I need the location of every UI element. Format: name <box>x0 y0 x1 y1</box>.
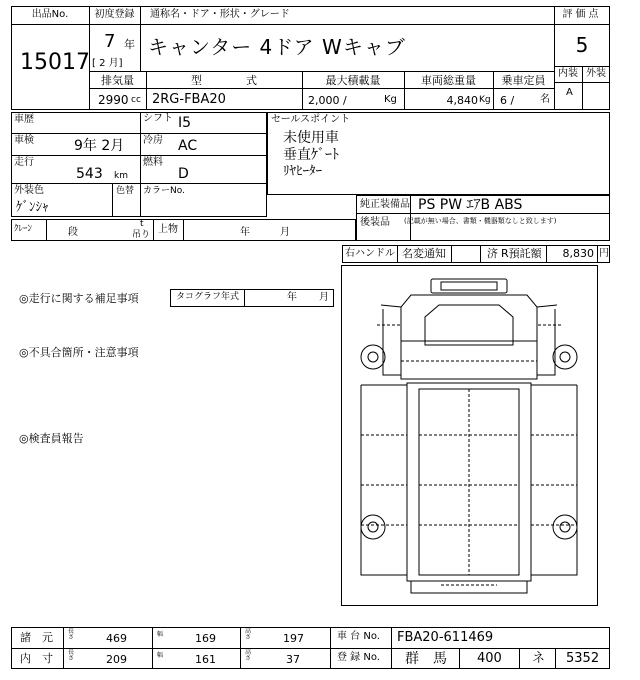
height-label: 高さ <box>244 628 251 641</box>
lot-no-label: 出品No. <box>31 9 69 20</box>
divider <box>391 627 392 669</box>
registration-region: 群 馬 <box>405 651 447 667</box>
details-frame <box>11 112 267 217</box>
divider <box>330 627 331 669</box>
inspection-value: 9年 2月 <box>74 138 125 154</box>
interior-grade: A <box>566 87 573 98</box>
shift-label: シフト <box>143 113 173 124</box>
divider <box>89 71 554 72</box>
chassis-number: FBA20-611469 <box>397 630 494 645</box>
color-change-label: 色替 <box>116 186 135 196</box>
upper-label: 上物 <box>158 224 178 235</box>
mileage-label: 走行 <box>14 157 34 168</box>
spec-row-label: 諸 元 <box>20 631 53 644</box>
divider <box>397 245 398 263</box>
width-label: 幅 <box>156 652 163 659</box>
fuel-value: D <box>178 166 189 182</box>
inspection-label: 車検 <box>14 135 34 146</box>
score-label: 評価点 <box>562 9 602 20</box>
divider <box>11 183 267 184</box>
registration-number: 5352 <box>566 651 600 666</box>
genuine-equipment-value: PS PW ｴｱB ABS <box>418 197 523 213</box>
registration-label: 登 録 No. <box>337 652 380 663</box>
truck-diagram <box>341 265 598 606</box>
divider <box>11 648 610 649</box>
divider <box>183 219 184 241</box>
running-notes-label: ◎走行に関する補足事項 <box>19 292 139 305</box>
capacity-value: 6 / <box>500 94 515 107</box>
chassis-label: 車 台 No. <box>337 631 380 642</box>
divider <box>356 213 610 214</box>
name-change-label: 名変通知 <box>402 247 446 260</box>
aftermarket-label: 後装品 <box>360 217 390 228</box>
divider <box>555 648 556 669</box>
name-change-box <box>451 245 481 263</box>
height-label: 高さ <box>244 649 251 662</box>
aircon-label: 冷房 <box>143 135 163 146</box>
aftermarket-note: (記載が無い場合、書類・機器類なしと致します) <box>404 217 557 225</box>
divider <box>11 24 610 25</box>
divider <box>140 6 141 71</box>
history-label: 車歴 <box>14 114 34 125</box>
divider <box>140 112 141 183</box>
model-code: 2RG-FBA20 <box>152 92 226 107</box>
defects-label: ◎不具合箇所・注意事項 <box>19 346 139 359</box>
inner-row-label: 内 寸 <box>20 652 53 665</box>
tachograph-label: タコグラフ年式 <box>176 292 240 302</box>
registration-class: 400 <box>477 651 502 666</box>
interior-label: 内装 <box>558 68 578 79</box>
width-label: 幅 <box>156 631 163 638</box>
model-name: キャンター 4ドア Wキャブ <box>148 35 406 59</box>
upper-year-unit: 年 <box>240 227 250 238</box>
divider <box>240 627 241 669</box>
displacement-value: 2990 <box>98 93 129 107</box>
reg-year-unit: 年 <box>124 38 135 51</box>
spec-length: 469 <box>106 632 127 645</box>
recycle-label: R預託額 <box>501 247 542 260</box>
genuine-equipment-label: 純正装備品 <box>360 199 410 210</box>
recycle-amount: 8,830 <box>562 247 594 260</box>
inner-width: 161 <box>195 653 216 666</box>
exterior-label: 外装 <box>586 68 606 79</box>
inner-height: 37 <box>286 653 300 666</box>
recycle-unit: 円 <box>599 248 609 259</box>
capacity-label: 乗車定員 <box>501 74 546 87</box>
mileage-value: 543 <box>76 166 103 182</box>
divider <box>140 183 141 217</box>
divider <box>11 155 267 156</box>
reg-year: 7 <box>104 31 116 52</box>
upper-month-unit: 月 <box>280 227 290 238</box>
inner-length: 209 <box>106 653 127 666</box>
displacement-unit: cc <box>131 95 141 105</box>
divider <box>112 183 113 217</box>
max-load-value: 2,000 / <box>308 94 347 107</box>
divider <box>554 6 555 110</box>
gross-weight-value: 4,840 <box>446 94 478 107</box>
inspector-report-label: ◎検査員報告 <box>19 432 84 445</box>
exterior-color-value: ｹﾞﾝｼｬ <box>16 200 49 215</box>
type-label: 型 式 <box>191 74 257 87</box>
crane-hang-unit: 吊り <box>132 230 151 240</box>
crane-label: ｸﾚｰﾝ <box>14 224 33 234</box>
crane-step-unit: 段 <box>68 227 78 238</box>
registration-kana: ネ <box>532 651 546 666</box>
max-load-label: 最大積載量 <box>325 74 381 87</box>
lot-number: 15017 <box>20 50 90 75</box>
fuel-label: 燃料 <box>143 157 163 168</box>
model-grade-label: 通称名・ドア・形状・グレード <box>150 9 290 20</box>
length-label: 長さ <box>67 649 74 662</box>
max-load-unit: Kg <box>384 94 397 105</box>
tacho-month-unit: 月 <box>319 292 329 303</box>
capacity-unit: 名 <box>540 94 550 105</box>
divider <box>63 627 64 669</box>
shift-value: I5 <box>178 115 192 131</box>
color-no-label: カラーNo. <box>143 186 185 196</box>
divider <box>89 88 554 89</box>
divider <box>153 219 154 241</box>
first-reg-label: 初度登録 <box>94 9 135 20</box>
gross-weight-unit: Kg <box>479 95 491 105</box>
reg-month: [ 2 月] <box>92 58 123 69</box>
mileage-unit: km <box>114 171 128 181</box>
exterior-color-label: 外装色 <box>14 185 44 196</box>
aircon-value: AC <box>178 138 198 154</box>
gross-weight-label: 車両総重量 <box>421 74 476 87</box>
divider <box>244 289 245 307</box>
divider <box>11 133 267 134</box>
tacho-year-unit: 年 <box>287 292 297 303</box>
sales-point-item: ﾘﾔﾋｰﾀｰ <box>283 164 322 179</box>
spec-height: 197 <box>283 632 304 645</box>
displacement-label: 排気量 <box>101 74 134 87</box>
length-label: 長さ <box>67 628 74 641</box>
divider <box>152 627 153 669</box>
overall-score: 5 <box>575 33 589 57</box>
recycle-prefix: 济 <box>487 247 498 260</box>
sales-point-item: 垂直ｹﾞｰﾄ <box>283 147 339 163</box>
divider <box>46 219 47 241</box>
handle-side: 右ハンドル <box>345 248 395 259</box>
sales-point-item: 未使用車 <box>283 130 339 146</box>
divider <box>519 648 520 669</box>
divider <box>459 648 460 669</box>
crane-ton-unit: t <box>140 219 144 229</box>
sales-points-label: セールスポイント <box>271 114 351 125</box>
spec-width: 169 <box>195 632 216 645</box>
